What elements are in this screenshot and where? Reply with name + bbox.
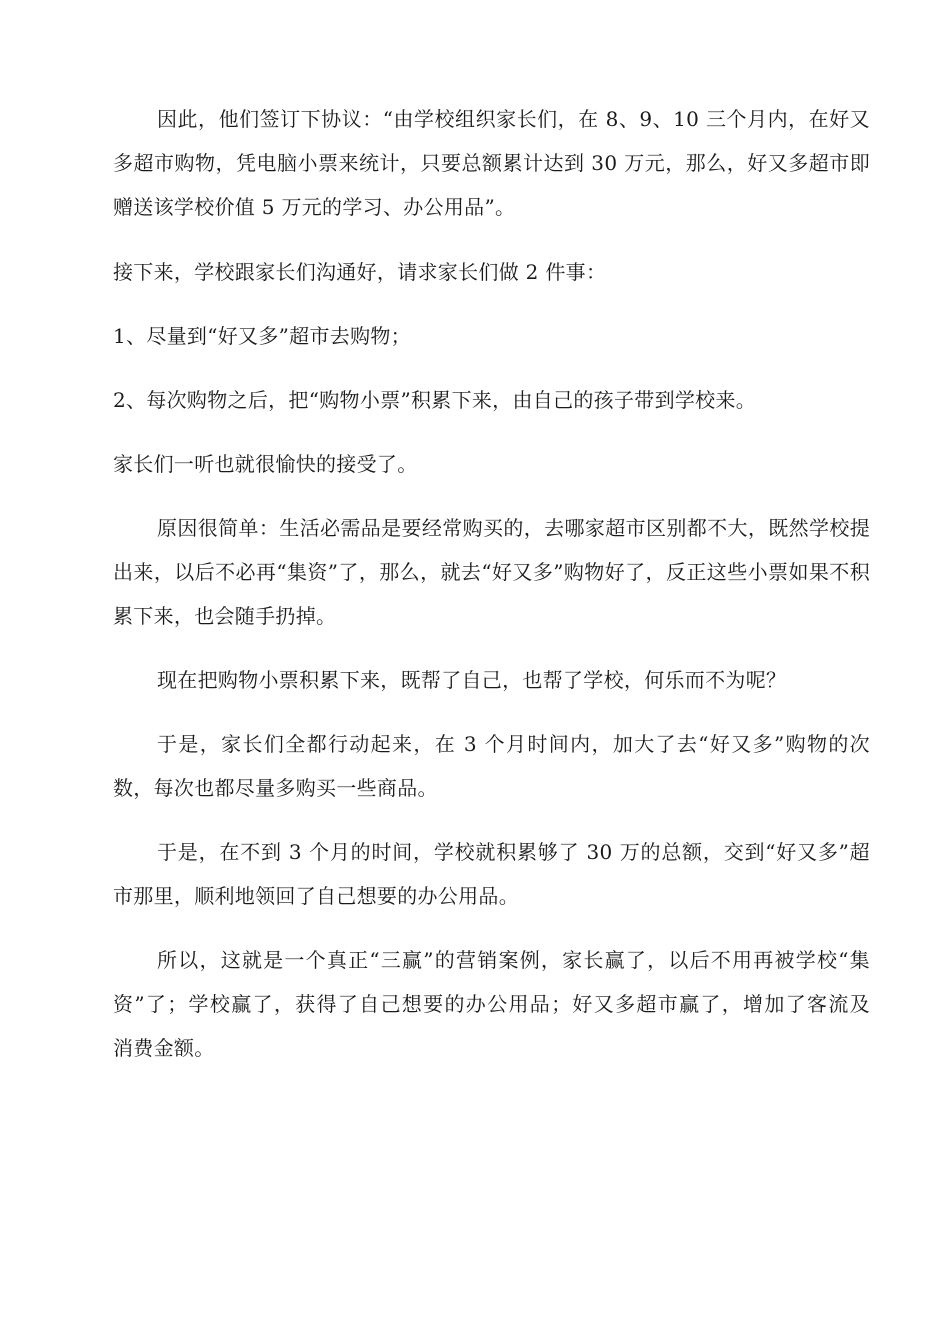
paragraph-action: 于是，家长们全都行动起来，在 3 个月时间内，加大了去“好又多”购物的次数，每次也都尽量多购买一些商品。 — [113, 732, 870, 800]
paragraph-parents-accept: 家长们一听也就很愉快的接受了。 — [113, 452, 418, 476]
paragraph-benefit: 现在把购物小票积累下来，既帮了自己，也帮了学校，何乐而不为呢？ — [157, 668, 787, 692]
document-body — [113, 97, 891, 1070]
paragraph-agreement: 因此，他们签订下协议：“由学校组织家长们，在 8、9、10 三个月内，在好又多超市购物，凭电脑小票来统计，只要总额累计达到 30 万元，那么，好又多超市即赠送该学校价值 5 万元的学习、办公用品”。 — [113, 107, 870, 219]
paragraph-item-2: 2、每次购物之后，把“购物小票”积累下来，由自己的孩子带到学校来。 — [113, 388, 757, 412]
paragraph-result: 于是，在不到 3 个月的时间，学校就积累够了 30 万的总额，交到“好又多”超市那里，顺利地领回了自己想要的办公用品。 — [113, 840, 870, 908]
paragraph-next-steps: 接下来，学校跟家长们沟通好，请求家长们做 2 件事： — [113, 260, 607, 284]
paragraph-conclusion: 所以，这就是一个真正“三赢”的营销案例，家长赢了，以后不用再被学校“集资”了；学校赢了，获得了自己想要的办公用品；好又多超市赢了，增加了客流及 消费金额。 — [113, 948, 891, 1060]
paragraph-reason: 原因很简单：生活必需品是要经常购买的，去哪家超市区别都不大，既然学校提出来，以后不必再“集资”了，那么，就去“好又多”购物好了，反正这些小票如果不积累下来，也会随手扔掉。 — [113, 516, 870, 628]
paragraph-item-1: 1、尽量到“好又多”超市去购物； — [113, 324, 411, 348]
